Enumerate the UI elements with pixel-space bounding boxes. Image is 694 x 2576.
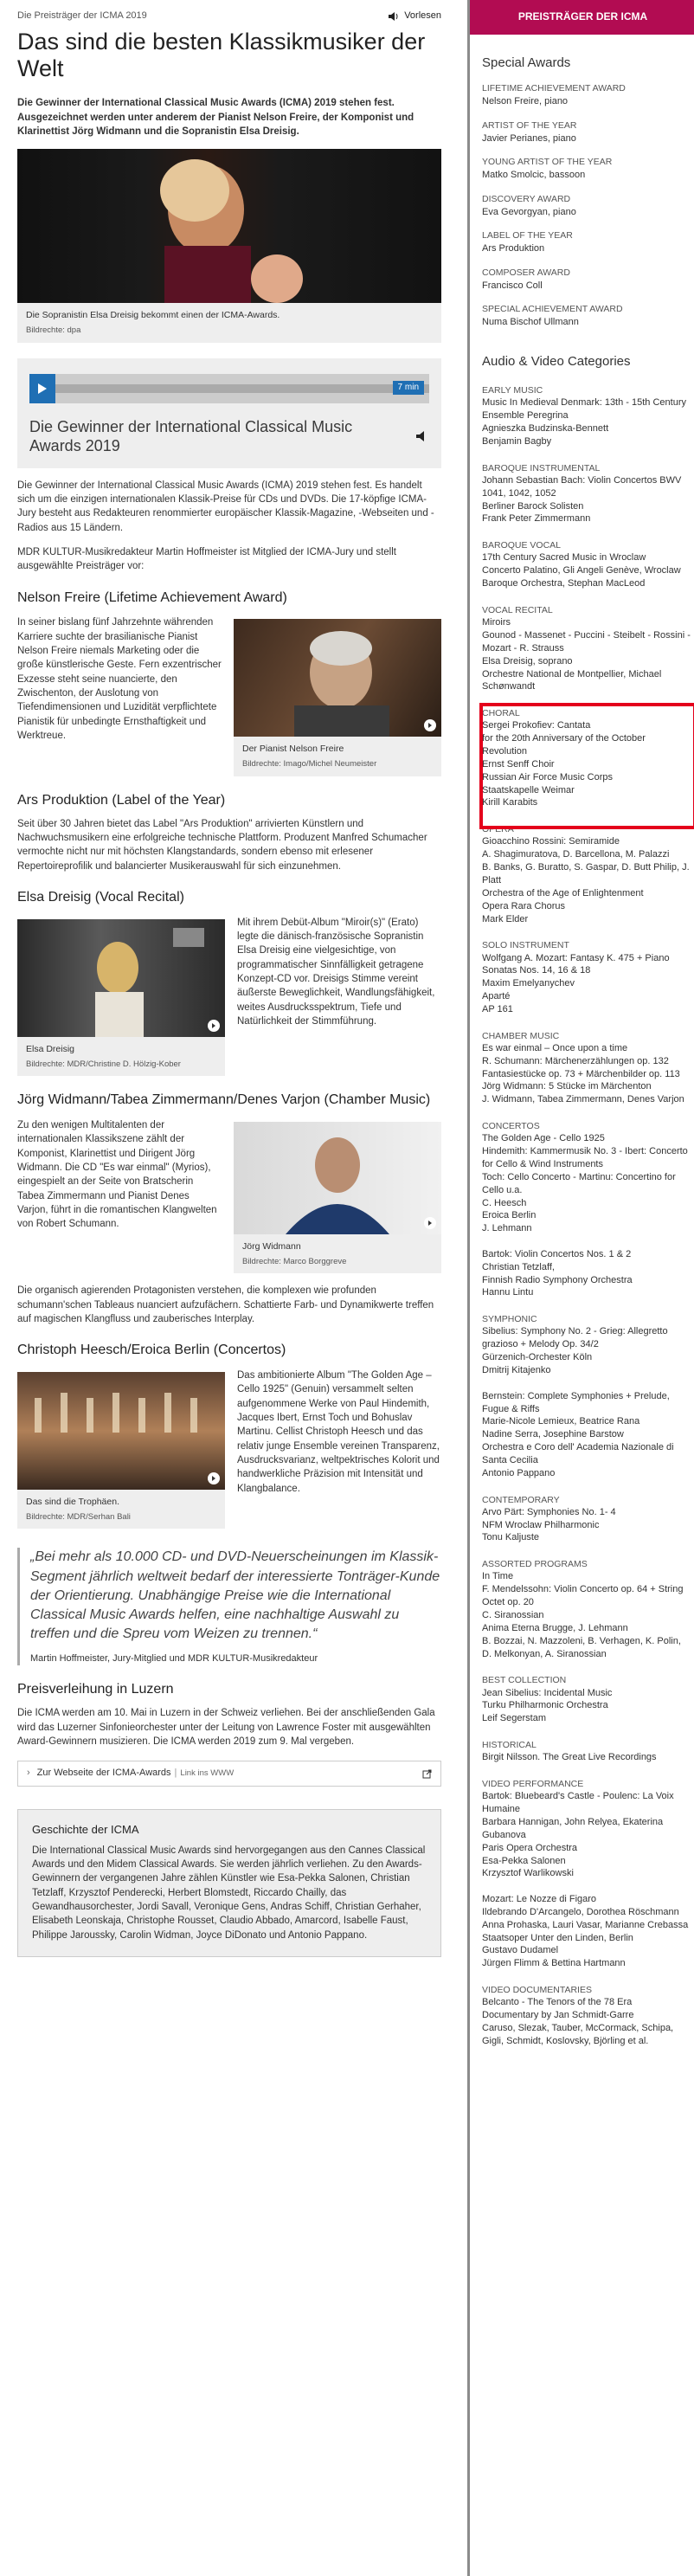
category-entry bbox=[482, 1674, 691, 1725]
category-entry bbox=[482, 1120, 691, 1299]
section-title-dreisig: Elsa Dreisig (Vocal Recital) bbox=[17, 889, 184, 905]
audio-duration: 7 min bbox=[393, 381, 424, 395]
special-award bbox=[482, 119, 691, 146]
category-entry bbox=[482, 1984, 691, 2048]
award-winner: Numa Bischof Ullmann bbox=[482, 317, 579, 328]
widmann-image[interactable] bbox=[234, 1122, 441, 1234]
section-text: Das ambitionierte Album "The Golden Age – Cello 1925" (Genuin) versammelt selten aufgenommene Werke von Paul Hindemith, Jacques Ibert, Ernst Toch und Bohuslav Martinu. Cellist Christoph Heesch und das relativ junge Ensemble vereinen Transparenz, Ausdrucksvarianz, weltpektrisches Kolorit und handwerkliche Präzision mit Intensität und Klangbalance. bbox=[237, 1370, 440, 1494]
read-aloud-button[interactable] bbox=[388, 10, 441, 23]
category-label: BAROQUE INSTRUMENTAL bbox=[482, 462, 601, 473]
section-text: Zu den wenigen Multitalenten der internationalen Klassikszene zählt der Komponist, Klarinettist und Dirigent Jörg Widmann. Die CD "Es war einmal" (Myrios), eingespielt an der Seite von Bratscherin Tabea Zimmermann und Pianist Denes Varjon, führt in die romantischen Klangwelten von Robert Schumann. bbox=[17, 1119, 217, 1230]
dreisig-figure bbox=[17, 919, 225, 1076]
sidebar-header: PREISTRÄGER DER ICMA bbox=[470, 0, 694, 35]
category-label: OPERA bbox=[482, 824, 514, 835]
trophies-caption: Das sind die Trophäen. bbox=[26, 1497, 119, 1508]
section-title-luzern: Preisverleihung in Luzern bbox=[17, 1682, 174, 1697]
singer-illustration bbox=[17, 149, 441, 303]
award-winner: Ars Produktion bbox=[482, 243, 545, 254]
category-entry bbox=[482, 823, 691, 925]
hero-image[interactable] bbox=[17, 149, 441, 303]
widmann-credit: Bildrechte: Marco Borggreve bbox=[242, 1256, 347, 1266]
category-label: CONCERTOS bbox=[482, 1121, 540, 1132]
award-winner: Francisco Coll bbox=[482, 280, 543, 291]
category-entry bbox=[482, 1313, 691, 1479]
sidebar bbox=[467, 0, 691, 2576]
category-entry bbox=[482, 939, 691, 1015]
category-label: EARLY MUSIC bbox=[482, 385, 543, 396]
section-widmann bbox=[17, 1118, 441, 1273]
audio-title: Die Gewinner der International Classical Music Awards 2019 bbox=[29, 417, 353, 455]
trophies-illustration bbox=[17, 1372, 225, 1490]
dreisig-caption: Elsa Dreisig bbox=[26, 1043, 75, 1054]
section-text: Mit ihrem Debüt-Album "Miroir(s)" (Erato) legte die dänisch-französische Sopranistin Elsa Dreisig eine vielgesichtige, von programmatischer Sinnfälligkeit getragene Konzept-CD vor. Dreisigs Stimme vereint äußerste Beweglichkeit, Wandlungsfähigkeit, weites Ausdrucksspektrum, Tiefe und Natürlichkeit der Stimmführung. bbox=[237, 917, 435, 1027]
category-winner: The Golden Age - Cello 1925 Hindemith: Kammermusik No. 3 - Ibert: Concerto for Cello & Wind Instruments Toch: Cello Concerto - Martinu: Concertino for Cello u.a. C. Heesch Eroica Berlin J. Lehmann Bartok: Violin Concertos Nos. 1 & 2 Christian Tetzlaff, Finnish Radio Symphony Orchestra Hannu Lintu bbox=[482, 1133, 688, 1298]
award-winner: Eva Gevorgyan, piano bbox=[482, 206, 576, 217]
read-aloud-label: Vorlesen bbox=[404, 10, 441, 21]
category-entry bbox=[482, 539, 691, 590]
dreisig-image[interactable] bbox=[17, 919, 225, 1037]
expand-icon[interactable] bbox=[208, 1020, 220, 1032]
section-text: In seiner bislang fünf Jahrzehnte währenden Karriere suchte der brasilianische Pianist Nelson Freire niemals Marketing oder die große künstlerische Geste. Fern exzentrischer Exzesse steht seine nuancierte, den Zwischenton, der Auslotung von Tiefendimensionen und Luzidität verpflichtete Pianistik für unbedingte Ernsthaftigkeit und Werktreue. bbox=[17, 617, 222, 741]
article-topline bbox=[17, 10, 441, 23]
category-winner: Wolfgang A. Mozart: Fantasy K. 475 + Piano Sonatas Nos. 14, 16 & 18 Maxim Emelyanychev Aparté AP 161 bbox=[482, 952, 670, 1014]
category-winner: Birgit Nilsson. The Great Live Recordings bbox=[482, 1752, 657, 1763]
award-label: LIFETIME ACHIEVEMENT AWARD bbox=[482, 83, 626, 94]
category-winner: Miroirs Gounod - Massenet - Puccini - Steibelt - Rossini - Mozart - R. Strauss Elsa Dreisig, soprano Orchestre National de Montpellier, Michael Schønwandt bbox=[482, 617, 691, 692]
category-entry bbox=[482, 1778, 691, 1970]
widmann-caption: Jörg Widmann bbox=[242, 1240, 301, 1252]
link-note: Link ins WWW bbox=[180, 1768, 235, 1779]
freire-credit: Bildrechte: Imago/Michel Neumeister bbox=[242, 759, 377, 770]
category-label: ASSORTED PROGRAMS bbox=[482, 1559, 588, 1570]
history-box bbox=[17, 1809, 441, 1957]
award-winner: Javier Perianes, piano bbox=[482, 132, 576, 144]
luzern-paragraph: Die ICMA werden am 10. Mai in Luzern in der Schweiz verliehen. Bei der anschließenden Gala wird das Luzerner Sinfonieorchester unter der Leitung von Lawrence Foster mit ausgewählten Award-Gewinnern musizieren. Die ICMA werden 2019 zum 9. Mal vergeben. bbox=[17, 1708, 435, 1747]
hero-figure bbox=[17, 149, 441, 342]
category-label: BEST COLLECTION bbox=[482, 1675, 567, 1686]
freire-figure bbox=[234, 619, 441, 776]
freire-image[interactable] bbox=[234, 619, 441, 737]
volume-icon[interactable] bbox=[415, 430, 429, 442]
category-label: VIDEO DOCUMENTARIES bbox=[482, 1985, 592, 1996]
audio-player bbox=[29, 374, 429, 403]
trophies-image[interactable] bbox=[17, 1372, 225, 1490]
special-award bbox=[482, 156, 691, 183]
special-awards-title: Special Awards bbox=[482, 55, 571, 70]
expand-icon[interactable] bbox=[208, 1472, 220, 1484]
category-winner: Gioacchino Rossini: Semiramide A. Shagimuratova, D. Barcellona, M. Palazzi B. Banks, G. Buratto, S. Gaspar, D. Butt Philip, J. Platt Orchestra of the Age of Enlightenment Opera Rara Chorus Mark Elder bbox=[482, 836, 690, 924]
award-label: YOUNG ARTIST OF THE YEAR bbox=[482, 157, 613, 168]
category-entry bbox=[482, 1558, 691, 1660]
quote-text: „Bei mehr als 10.000 CD- und DVD-Neuerscheinungen im Klassik-Segment jährlich weltweit bedarf der interessierte Tonträger-Kunde der Orientierung. Unabhängige Preise wie die International Classical Music Awards helfen, eine nachhaltige Auswahl zu treffen und die Spreu vom Weizen zu trennen.“ bbox=[30, 1549, 440, 1641]
play-button[interactable] bbox=[29, 374, 55, 403]
category-entry bbox=[482, 707, 691, 809]
section-title-widmann: Jörg Widmann/Tabea Zimmermann/Denes Varjon (Chamber Music) bbox=[17, 1092, 431, 1108]
category-label: VOCAL RECITAL bbox=[482, 605, 553, 615]
ars-paragraph: Seit über 30 Jahren bietet das Label "Ars Produktion" arrivierten Künstlern und Nachwuchsmusikern eine erfolgreiche technische Plattform. Produzent Manfred Schumacher vermochte nicht nur mit höchsten Klangstandards, sondern ebenso mit erlesener Repertoireprofilik und balancierter Musikerauswahl für sich einzunehmen. bbox=[17, 818, 427, 872]
dreisig-credit: Bildrechte: MDR/Christine D. Hölzig-Kober bbox=[26, 1059, 181, 1069]
history-title: Geschichte der ICMA bbox=[32, 1823, 139, 1837]
special-award bbox=[482, 193, 691, 220]
category-label: CONTEMPORARY bbox=[482, 1494, 560, 1505]
page-title: Das sind die besten Klassikmusiker der Welt bbox=[17, 28, 426, 81]
category-label: VIDEO PERFORMANCE bbox=[482, 1779, 584, 1790]
award-winner: Nelson Freire, piano bbox=[482, 96, 569, 107]
category-winner: In Time F. Mendelssohn: Violin Concerto op. 64 + String Octet op. 20 C. Siranossian Anima Eterna Brugge, J. Lehmann B. Bozzai, N. Mazzoleni, B. Verhagen, K. Polin, D. Melkonyan, A. Siranossian bbox=[482, 1571, 684, 1659]
category-entry bbox=[482, 462, 691, 526]
special-award bbox=[482, 82, 691, 109]
section-dreisig bbox=[17, 916, 441, 1076]
link-text: Zur Webseite der ICMA-Awards bbox=[36, 1768, 171, 1779]
category-label: CHORAL bbox=[482, 708, 520, 719]
category-label: CHAMBER MUSIC bbox=[482, 1030, 560, 1041]
section-heesch bbox=[17, 1368, 441, 1529]
audio-player-box bbox=[17, 358, 441, 468]
article bbox=[17, 0, 441, 2576]
jury-paragraph: MDR KULTUR-Musikredakteur Martin Hoffmeister ist Mitglied der ICMA-Jury und stellt ausgewählte Preisträger vor: bbox=[17, 546, 396, 572]
icma-website-link[interactable]: › Zur Webseite der ICMA-Awards | Link ins WWW bbox=[17, 1761, 441, 1787]
widmann-paragraph-2: Die organisch agierenden Protagonisten verstehen, die komplexen wie profunden schumann'schen Tableaus nuanciert aufzufächern. Schattierte Farb- und Dynamikwerte treffen auf magischen Klangfluss und zauberisches Interplay. bbox=[17, 1285, 434, 1324]
section-title-heesch: Christoph Heesch/Eroica Berlin (Concertos) bbox=[17, 1343, 286, 1358]
external-link-icon bbox=[422, 1769, 432, 1779]
special-awards-list bbox=[482, 82, 691, 330]
category-entry bbox=[482, 1494, 691, 1545]
category-label: BAROQUE VOCAL bbox=[482, 540, 562, 551]
category-label: SYMPHONIC bbox=[482, 1314, 537, 1325]
widmann-figure bbox=[234, 1122, 441, 1273]
expand-icon[interactable] bbox=[424, 1217, 436, 1229]
special-award bbox=[482, 303, 691, 330]
lead-text: Die Gewinner der International Classical Music Awards (ICMA) 2019 stehen fest. Ausgezeichnet werden unter anderem der Pianist Nelson Freire, der Komponist und Klarinettist Jörg Widmann und die Sopranistin Elsa Dreisig. bbox=[17, 98, 414, 137]
section-freire bbox=[17, 615, 441, 776]
special-award bbox=[482, 229, 691, 256]
category-label: HISTORICAL bbox=[482, 1740, 537, 1751]
category-winner: Sibelius: Symphony No. 2 - Grieg: Allegretto grazioso + Melody Op. 34/2 Gürzenich-Orchester Köln Dmitrij Kitajenko Bernstein: Complete Symphonies + Prelude, Fugue & Riffs Marie-Nicole Lemieux, Beatrice Rana Nadine Serra, Josephine Barstow Orchestra e Coro dell' Academia Nazionale di Santa Cecilia Antonio Pappano bbox=[482, 1326, 674, 1478]
category-winner: Arvo Pärt: Symphonies No. 1- 4 NFM Wroclaw Philharmonic Tonu Kaljuste bbox=[482, 1506, 616, 1543]
award-label: LABEL OF THE YEAR bbox=[482, 230, 573, 242]
hero-caption: Die Sopranistin Elsa Dreisig bekommt einen der ICMA-Awards. bbox=[26, 310, 280, 321]
category-label: SOLO INSTRUMENT bbox=[482, 940, 569, 951]
freire-caption: Der Pianist Nelson Freire bbox=[242, 744, 344, 755]
chevron-right-icon: › bbox=[27, 1768, 30, 1779]
portrait-illustration bbox=[234, 1122, 441, 1234]
trophies-figure bbox=[17, 1372, 225, 1529]
speaker-icon bbox=[388, 11, 400, 22]
audio-progress-track[interactable] bbox=[55, 374, 429, 403]
audio-progress-bar bbox=[55, 384, 429, 393]
section-title-ars: Ars Produktion (Label of the Year) bbox=[17, 792, 226, 808]
kicker: Die Preisträger der ICMA 2019 bbox=[17, 10, 147, 21]
award-label: COMPOSER AWARD bbox=[482, 267, 570, 278]
category-winner: Jean Sibelius: Incidental Music Turku Philharmonic Orchestra Leif Segerstam bbox=[482, 1687, 613, 1724]
special-award bbox=[482, 267, 691, 293]
category-winner: 17th Century Sacred Music in Wroclaw Concerto Palatino, Gli Angeli Genève, Wroclaw Baroque Orchestra, Stephan MacLeod bbox=[482, 552, 681, 589]
category-winner: Johann Sebastian Bach: Violin Concertos BWV 1041, 1042, 1052 Berliner Barock Solisten Frank Peter Zimmermann bbox=[482, 474, 682, 525]
recording-illustration bbox=[17, 919, 225, 1037]
category-winner: Bartok: Bluebeard's Castle - Poulenc: La Voix Humaine Barbara Hannigan, John Relyea, Ekaterina Gubanova Paris Opera Orchestra Esa-Pekka Salonen Krzysztof Warlikowski Mozart: Le Nozze di Figaro Ildebrando D'Arcangelo, Dorothea Röschmann Anna Prohaska, Lauri Vasar, Marianne Crebassa Staatsoper Unter den Linden, Berlin Gustavo Dudamel Jürgen Flimm & Bettina Hartmann bbox=[482, 1791, 689, 1969]
award-label: SPECIAL ACHIEVEMENT AWARD bbox=[482, 304, 623, 315]
category-winner: Music In Medieval Denmark: 13th - 15th Century Ensemble Peregrina Agnieszka Budzinska-Bennett Benjamin Bagby bbox=[482, 397, 686, 447]
pull-quote bbox=[17, 1548, 441, 1665]
section-title-freire: Nelson Freire (Lifetime Achievement Award) bbox=[17, 589, 287, 605]
expand-icon[interactable] bbox=[424, 719, 436, 731]
category-winner: Es war einmal – Once upon a time R. Schumann: Märchenerzählungen op. 132 Fantasiestücke op. 73 + Märchenbilder op. 113 Jörg Widmann: 5 Stücke im Märchenton J. Widmann, Tabea Zimmermann, Denes Varjon bbox=[482, 1042, 684, 1105]
hero-credit: Bildrechte: dpa bbox=[26, 325, 81, 336]
intro-paragraph: Die Gewinner der International Classical Music Awards (ICMA) 2019 stehen fest. Es handelt sich um die einzigen internationalen Klassik-Preise für CDs und DVDs. Die 17-köpfige ICMA-Jury besteht aus Redakteuren renommierter europäischer Klassik-Magazine, -Webseiten und -Radios aus 15 Ländern. bbox=[17, 480, 434, 533]
category-winner: Belcanto - The Tenors of the 78 Era Documentary by Jan Schmidt-Garre Caruso, Slezak, Tauber, McCormack, Schipa, Gigli, Schmidt, Koslovsky, Björling et al. bbox=[482, 1997, 674, 2046]
quote-author: Martin Hoffmeister, Jury-Mitglied und MDR KULTUR-Musikredakteur bbox=[30, 1652, 318, 1664]
categories-list bbox=[482, 384, 691, 2047]
award-label: DISCOVERY AWARD bbox=[482, 193, 571, 204]
history-text: Die International Classical Music Awards sind hervorgegangen aus den Cannes Classical Awards und den Midem Classical Awards. Sie werden jährlich verliehen. Zu den Awards-Gewinnern der vergangenen Jahre zählen Künstler wie Esa-Pekka Salonen, Christian Tetzlaff, Krzysztof Penderecki, Herbert Blomstedt, Riccardo Chailly, das Gewandhausorchester, Jordi Savall, Veronique Gens, Andras Schiff, Christian Gerhaher, Elisabeth Leonskaja, Christophe Rousset, Claudio Abbado, Amarcord, Isabelle Faust, Philippe Jaroussky, Carolin Widman, Joyce DiDonato und Antonio Pappano. bbox=[32, 1845, 426, 1941]
category-entry bbox=[482, 1739, 691, 1764]
category-entry bbox=[482, 1030, 691, 1106]
play-icon bbox=[37, 383, 48, 395]
award-label: ARTIST OF THE YEAR bbox=[482, 119, 577, 131]
category-winner: Sergei Prokofiev: Cantata for the 20th Anniversary of the October Revolution Ernst Senff Choir Russian Air Force Music Corps Staatskapelle Weimar Kirill Karabits bbox=[482, 720, 646, 808]
categories-title: Audio & Video Categories bbox=[482, 353, 631, 369]
category-entry bbox=[482, 384, 691, 448]
award-winner: Matko Smolcic, bassoon bbox=[482, 170, 586, 181]
category-entry bbox=[482, 604, 691, 693]
portrait-illustration bbox=[234, 619, 441, 737]
trophies-credit: Bildrechte: MDR/Serhan Bali bbox=[26, 1511, 131, 1522]
